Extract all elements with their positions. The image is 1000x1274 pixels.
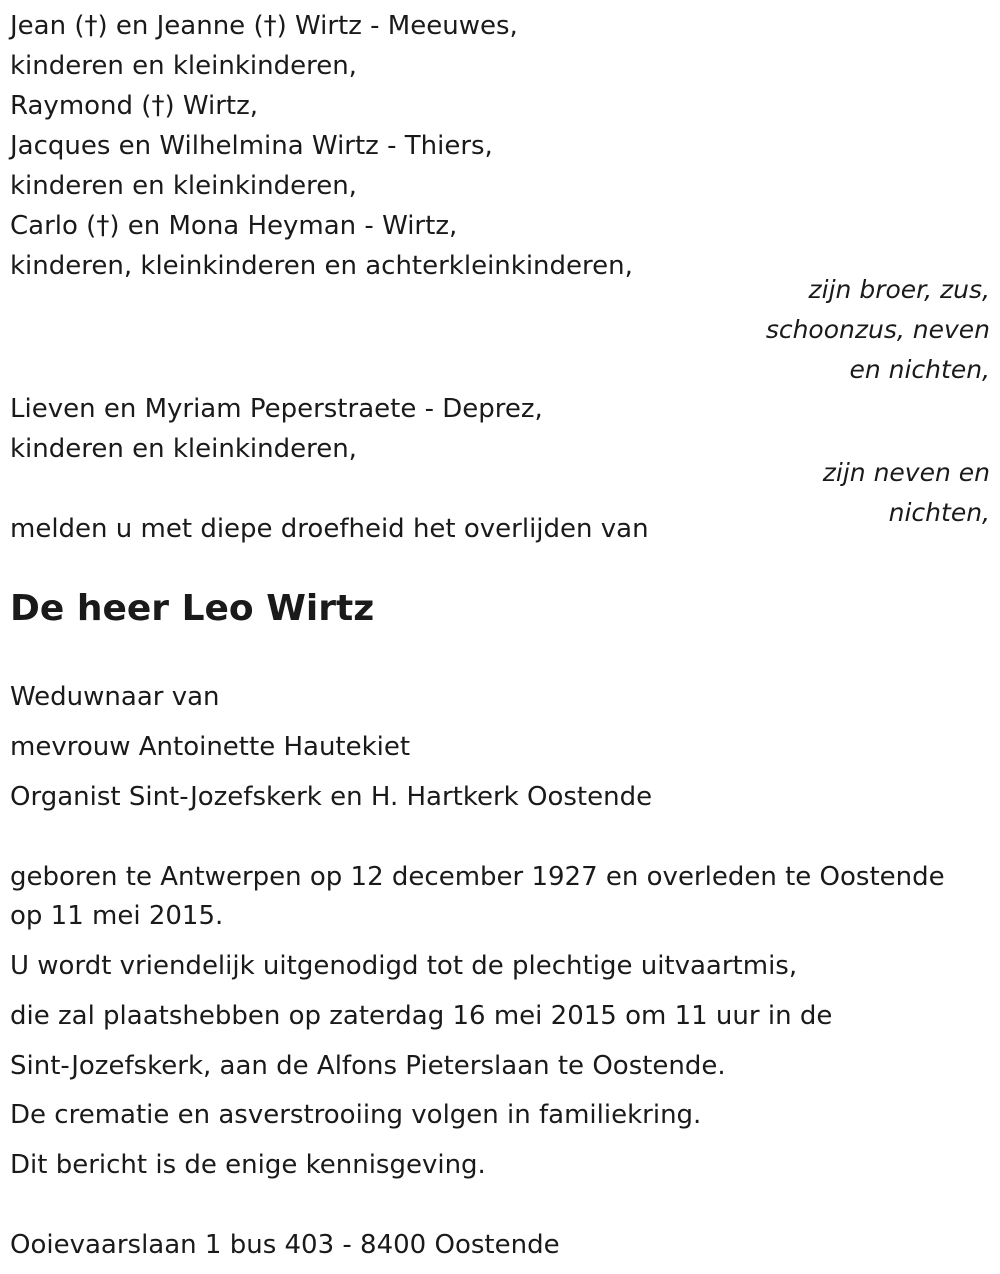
- family-line-raymond: Raymond (†) Wirtz,: [10, 86, 258, 126]
- family-line: Lieven en Myriam Peperstraete - Deprez,: [10, 394, 543, 424]
- deceased-name: De heer Leo Wirtz: [10, 588, 375, 629]
- cremation-line: De crematie en asverstrooiing volgen in familiekring.: [10, 1100, 702, 1130]
- spouse-line: mevrouw Antoinette Hautekiet: [10, 732, 411, 762]
- death-line: op 11 mei 2015.: [10, 901, 224, 931]
- role-line: Organist Sint-Jozefskerk en H. Hartkerk Oostende: [10, 782, 653, 812]
- relation-note-2: zijn neven en nichten,: [822, 458, 990, 527]
- family-line: kinderen en kleinkinderen,: [10, 171, 357, 201]
- cross-icon: †: [96, 211, 110, 241]
- ceremony-place-line: Sint-Jozefskerk, aan de Alfons Pieterslaan te Oostende.: [10, 1051, 726, 1081]
- relation-note-1: zijn broer, zus, schoonzus, neven en nichten,: [765, 275, 990, 384]
- birth-line: geboren te Antwerpen op 12 december 1927 en overleden te Oostende: [10, 862, 945, 892]
- ceremony-time-line: die zal plaatshebben op zaterdag 16 mei 2015 om 11 uur in de: [10, 1001, 833, 1031]
- announcement: melden u met diepe droefheid het overlijden van: [10, 514, 649, 544]
- family-line: kinderen, kleinkinderen en achterkleinkinderen,: [10, 251, 633, 281]
- family-line: kinderen en kleinkinderen,: [10, 51, 357, 81]
- cross-icon: †: [84, 11, 98, 41]
- notice-line: Dit bericht is de enige kennisgeving.: [10, 1150, 486, 1180]
- family-line: Jacques en Wilhelmina Wirtz - Thiers,: [10, 131, 493, 161]
- widower-line: Weduwnaar van: [10, 682, 220, 712]
- cross-icon: †: [263, 11, 277, 41]
- address-line: Ooievaarslaan 1 bus 403 - 8400 Oostende: [10, 1230, 560, 1260]
- invitation-line: U wordt vriendelijk uitgenodigd tot de plechtige uitvaartmis,: [10, 951, 798, 981]
- family-line: kinderen en kleinkinderen,: [10, 434, 357, 464]
- family-line-carlo: Carlo (†) en Mona Heyman - Wirtz,: [10, 206, 457, 246]
- cross-icon: †: [151, 91, 165, 121]
- family-line-jean-jeanne: Jean (†) en Jeanne (†) Wirtz - Meeuwes,: [10, 6, 518, 46]
